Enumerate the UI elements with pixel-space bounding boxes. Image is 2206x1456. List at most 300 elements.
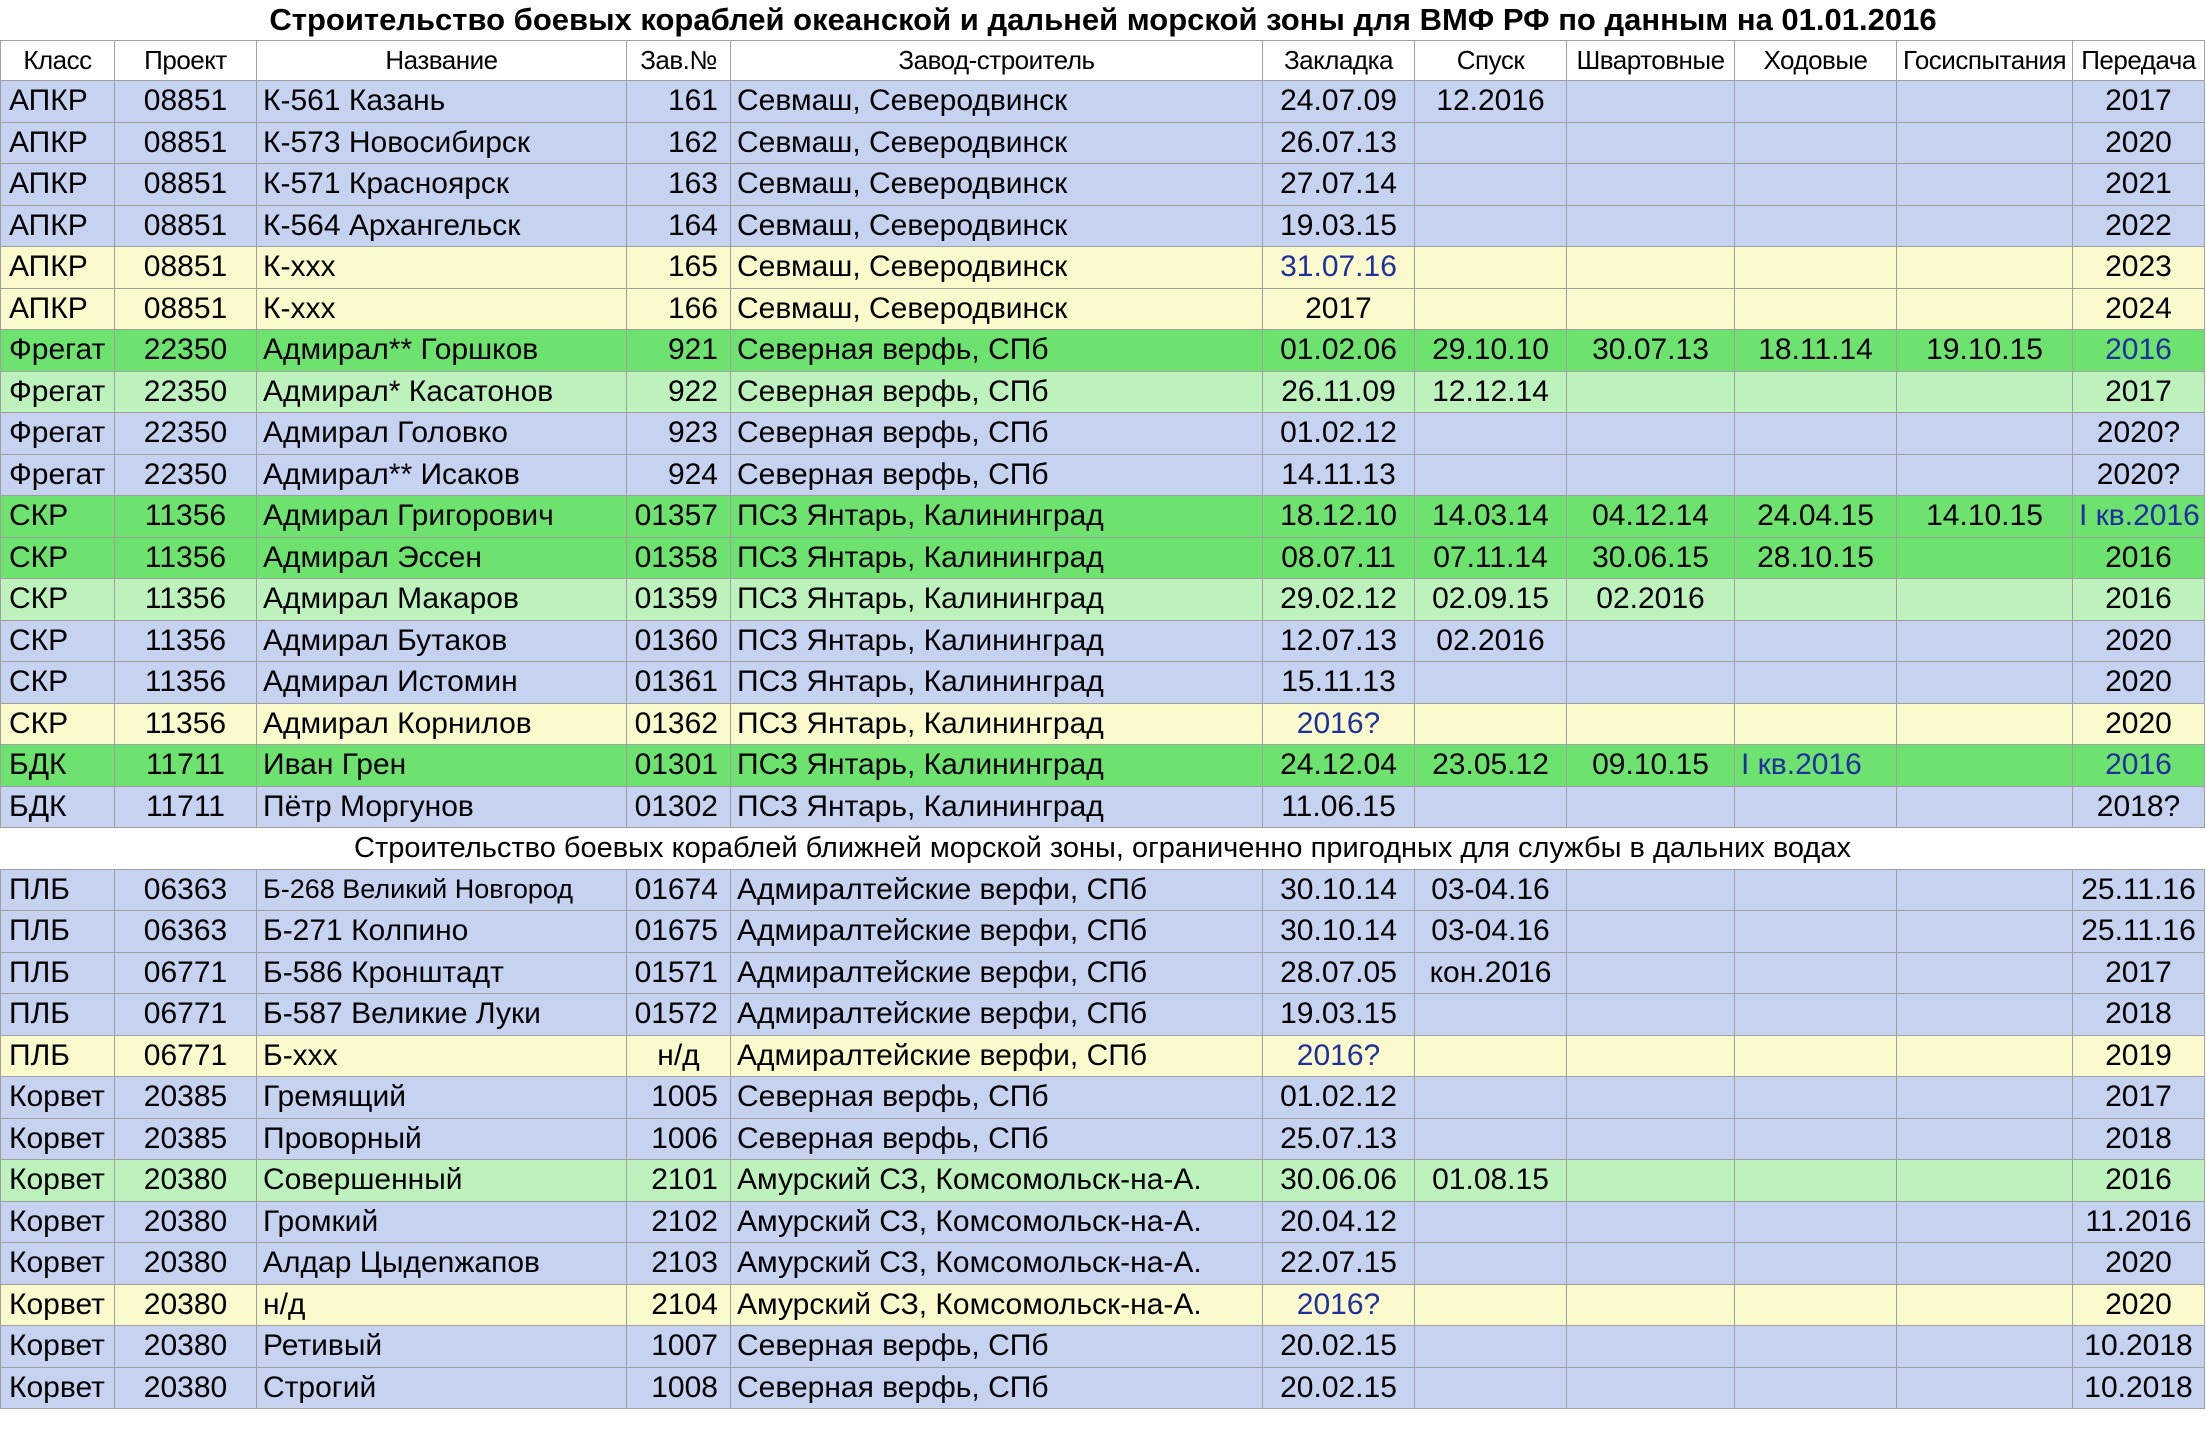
cell-launch: 07.11.14 — [1415, 537, 1567, 579]
header-launch: Спуск — [1415, 41, 1567, 81]
cell-laid-down: 2016? — [1263, 703, 1415, 745]
cell-shipyard: Севмаш, Северодвинск — [731, 164, 1263, 206]
cell-sea-trials — [1735, 247, 1897, 289]
cell-state-trials: 19.10.15 — [1897, 330, 2073, 372]
cell-delivery: 2018? — [2073, 786, 2205, 828]
cell-launch: 29.10.10 — [1415, 330, 1567, 372]
cell-shipyard: Севмаш, Северодвинск — [731, 288, 1263, 330]
cell-sea-trials — [1735, 869, 1897, 911]
table-row — [1, 1035, 2205, 1077]
cell-project: 20385 — [115, 1077, 257, 1119]
cell-delivery: 2016 — [2073, 330, 2205, 372]
cell-sea-trials — [1735, 786, 1897, 828]
cell-shipyard: Севмаш, Северодвинск — [731, 122, 1263, 164]
cell-laid-down: 08.07.11 — [1263, 537, 1415, 579]
cell-laid-down: 22.07.15 — [1263, 1243, 1415, 1285]
cell-name: К-561 Казань — [257, 81, 627, 123]
cell-launch — [1415, 786, 1567, 828]
table-row — [1, 1118, 2205, 1160]
table-row — [1, 205, 2205, 247]
cell-shipyard: Северная верфь, СПб — [731, 1326, 1263, 1368]
header-state-trials: Госиспытания — [1897, 41, 2073, 81]
cell-name: Иван Грен — [257, 745, 627, 787]
cell-name: Б-ххх — [257, 1035, 627, 1077]
cell-shipyard: Адмиралтейские верфи, СПб — [731, 952, 1263, 994]
cell-class: АПКР — [1, 205, 115, 247]
cell-mooring-trials — [1567, 1326, 1735, 1368]
cell-laid-down: 26.11.09 — [1263, 371, 1415, 413]
cell-sea-trials — [1735, 288, 1897, 330]
cell-yard-number: 01675 — [627, 911, 731, 953]
cell-mooring-trials — [1567, 1118, 1735, 1160]
cell-mooring-trials — [1567, 1243, 1735, 1285]
cell-name: К-ххх — [257, 288, 627, 330]
cell-delivery: 2017 — [2073, 81, 2205, 123]
cell-name: Адмирал** Исаков — [257, 454, 627, 496]
cell-sea-trials — [1735, 1284, 1897, 1326]
cell-laid-down: 24.07.09 — [1263, 81, 1415, 123]
cell-name: Совершенный — [257, 1160, 627, 1202]
cell-class: Корвет — [1, 1243, 115, 1285]
cell-name: Адмирал Бутаков — [257, 620, 627, 662]
table-row — [1, 1077, 2205, 1119]
cell-mooring-trials — [1567, 1284, 1735, 1326]
cell-class: СКР — [1, 579, 115, 621]
cell-yard-number: 164 — [627, 205, 731, 247]
cell-class: АПКР — [1, 288, 115, 330]
cell-sea-trials — [1735, 1077, 1897, 1119]
cell-name: н/д — [257, 1284, 627, 1326]
cell-delivery: 10.2018 — [2073, 1367, 2205, 1409]
cell-project: 22350 — [115, 454, 257, 496]
table-row — [1, 81, 2205, 123]
cell-mooring-trials — [1567, 994, 1735, 1036]
cell-laid-down: 24.12.04 — [1263, 745, 1415, 787]
cell-yard-number: н/д — [627, 1035, 731, 1077]
cell-shipyard: Адмиралтейские верфи, СПб — [731, 869, 1263, 911]
cell-project: 06771 — [115, 994, 257, 1036]
cell-sea-trials — [1735, 205, 1897, 247]
cell-state-trials — [1897, 122, 2073, 164]
cell-shipyard: ПСЗ Янтарь, Калининград — [731, 745, 1263, 787]
cell-launch — [1415, 164, 1567, 206]
cell-sea-trials: 28.10.15 — [1735, 537, 1897, 579]
cell-class: ПЛБ — [1, 1035, 115, 1077]
cell-delivery: 2023 — [2073, 247, 2205, 289]
cell-yard-number: 01362 — [627, 703, 731, 745]
cell-project: 11711 — [115, 745, 257, 787]
cell-sea-trials — [1735, 1201, 1897, 1243]
cell-laid-down: 30.10.14 — [1263, 869, 1415, 911]
cell-launch — [1415, 1201, 1567, 1243]
cell-yard-number: 01361 — [627, 662, 731, 704]
cell-class: ПЛБ — [1, 952, 115, 994]
cell-project: 11711 — [115, 786, 257, 828]
cell-sea-trials — [1735, 454, 1897, 496]
cell-delivery: 2016 — [2073, 1160, 2205, 1202]
cell-project: 20380 — [115, 1326, 257, 1368]
cell-name: Адмирал Макаров — [257, 579, 627, 621]
cell-launch — [1415, 247, 1567, 289]
cell-mooring-trials: 09.10.15 — [1567, 745, 1735, 787]
cell-yard-number: 1005 — [627, 1077, 731, 1119]
cell-class: АПКР — [1, 164, 115, 206]
cell-shipyard: Адмиралтейские верфи, СПб — [731, 994, 1263, 1036]
cell-sea-trials — [1735, 994, 1897, 1036]
cell-yard-number: 2103 — [627, 1243, 731, 1285]
cell-delivery: 2016 — [2073, 579, 2205, 621]
ocean-zone-rows — [1, 81, 2205, 828]
cell-mooring-trials — [1567, 1035, 1735, 1077]
table-row — [1, 247, 2205, 289]
cell-mooring-trials — [1567, 122, 1735, 164]
cell-delivery: 2020 — [2073, 703, 2205, 745]
cell-state-trials — [1897, 745, 2073, 787]
table-row — [1, 454, 2205, 496]
header-delivery: Передача — [2073, 41, 2205, 81]
table-row — [1, 1284, 2205, 1326]
table-row — [1, 952, 2205, 994]
cell-laid-down: 25.07.13 — [1263, 1118, 1415, 1160]
cell-project: 08851 — [115, 205, 257, 247]
cell-class: Фрегат — [1, 413, 115, 455]
cell-yard-number: 166 — [627, 288, 731, 330]
table-row — [1, 496, 2205, 538]
cell-laid-down: 30.10.14 — [1263, 911, 1415, 953]
cell-sea-trials — [1735, 1118, 1897, 1160]
header-shipyard: Завод-строитель — [731, 41, 1263, 81]
cell-mooring-trials — [1567, 371, 1735, 413]
cell-sea-trials — [1735, 1326, 1897, 1368]
cell-yard-number: 01572 — [627, 994, 731, 1036]
cell-class: АПКР — [1, 122, 115, 164]
cell-project: 11356 — [115, 579, 257, 621]
cell-yard-number: 921 — [627, 330, 731, 372]
cell-laid-down: 30.06.06 — [1263, 1160, 1415, 1202]
cell-class: Корвет — [1, 1160, 115, 1202]
cell-launch — [1415, 1077, 1567, 1119]
cell-state-trials: 14.10.15 — [1897, 496, 2073, 538]
cell-laid-down: 27.07.14 — [1263, 164, 1415, 206]
cell-shipyard: Северная верфь, СПб — [731, 454, 1263, 496]
table-row — [1, 371, 2205, 413]
cell-name: Громкий — [257, 1201, 627, 1243]
table-row — [1, 745, 2205, 787]
cell-name: Адмирал** Горшков — [257, 330, 627, 372]
cell-state-trials — [1897, 81, 2073, 123]
cell-project: 11356 — [115, 703, 257, 745]
cell-state-trials — [1897, 703, 2073, 745]
cell-launch: кон.2016 — [1415, 952, 1567, 994]
cell-class: Фрегат — [1, 454, 115, 496]
cell-shipyard: Амурский СЗ, Комсомольск-на-А. — [731, 1284, 1263, 1326]
cell-shipyard: Северная верфь, СПб — [731, 1367, 1263, 1409]
cell-yard-number: 1008 — [627, 1367, 731, 1409]
ships-table — [0, 40, 2205, 1409]
cell-state-trials — [1897, 1077, 2073, 1119]
cell-project: 08851 — [115, 288, 257, 330]
cell-state-trials — [1897, 994, 2073, 1036]
cell-yard-number: 01674 — [627, 869, 731, 911]
cell-delivery: 11.2016 — [2073, 1201, 2205, 1243]
section-title: Строительство боевых кораблей ближней морской зоны, ограниченно пригодных для службы в дальних водах — [1, 828, 2205, 870]
cell-delivery: 2017 — [2073, 952, 2205, 994]
cell-project: 20380 — [115, 1284, 257, 1326]
cell-delivery: 2016 — [2073, 745, 2205, 787]
cell-delivery: 2017 — [2073, 371, 2205, 413]
cell-delivery: 2020 — [2073, 122, 2205, 164]
cell-class: АПКР — [1, 247, 115, 289]
table-row — [1, 579, 2205, 621]
cell-delivery: 2021 — [2073, 164, 2205, 206]
cell-launch — [1415, 454, 1567, 496]
cell-sea-trials — [1735, 1367, 1897, 1409]
cell-delivery: 2020 — [2073, 662, 2205, 704]
cell-project: 20380 — [115, 1201, 257, 1243]
cell-mooring-trials — [1567, 1160, 1735, 1202]
cell-state-trials — [1897, 1367, 2073, 1409]
cell-launch — [1415, 413, 1567, 455]
cell-laid-down: 26.07.13 — [1263, 122, 1415, 164]
cell-shipyard: Северная верфь, СПб — [731, 413, 1263, 455]
cell-launch — [1415, 288, 1567, 330]
table-row — [1, 869, 2205, 911]
cell-launch — [1415, 1284, 1567, 1326]
cell-yard-number: 01571 — [627, 952, 731, 994]
table-row — [1, 413, 2205, 455]
cell-shipyard: ПСЗ Янтарь, Калининград — [731, 579, 1263, 621]
table-row — [1, 662, 2205, 704]
cell-state-trials — [1897, 911, 2073, 953]
cell-delivery: 2017 — [2073, 1077, 2205, 1119]
header-project: Проект — [115, 41, 257, 81]
cell-state-trials — [1897, 164, 2073, 206]
cell-yard-number: 163 — [627, 164, 731, 206]
cell-shipyard: ПСЗ Янтарь, Калининград — [731, 620, 1263, 662]
cell-project: 22350 — [115, 371, 257, 413]
cell-launch: 12.12.14 — [1415, 371, 1567, 413]
cell-shipyard: Севмаш, Северодвинск — [731, 205, 1263, 247]
cell-mooring-trials: 30.07.13 — [1567, 330, 1735, 372]
cell-name: Адмирал Эссен — [257, 537, 627, 579]
cell-laid-down: 19.03.15 — [1263, 205, 1415, 247]
cell-yard-number: 923 — [627, 413, 731, 455]
table-row — [1, 1160, 2205, 1202]
cell-state-trials — [1897, 247, 2073, 289]
cell-sea-trials — [1735, 911, 1897, 953]
cell-project: 11356 — [115, 496, 257, 538]
cell-launch — [1415, 703, 1567, 745]
cell-shipyard: Амурский СЗ, Комсомольск-на-А. — [731, 1201, 1263, 1243]
cell-sea-trials: 24.04.15 — [1735, 496, 1897, 538]
cell-laid-down: 01.02.12 — [1263, 413, 1415, 455]
cell-laid-down: 11.06.15 — [1263, 786, 1415, 828]
cell-project: 20380 — [115, 1160, 257, 1202]
cell-yard-number: 1006 — [627, 1118, 731, 1160]
table-row — [1, 620, 2205, 662]
table-row — [1, 122, 2205, 164]
cell-class: СКР — [1, 620, 115, 662]
cell-name: Пётр Моргунов — [257, 786, 627, 828]
cell-laid-down: 19.03.15 — [1263, 994, 1415, 1036]
table-row — [1, 330, 2205, 372]
cell-launch — [1415, 1367, 1567, 1409]
cell-class: Фрегат — [1, 371, 115, 413]
cell-sea-trials — [1735, 1160, 1897, 1202]
cell-laid-down: 2016? — [1263, 1035, 1415, 1077]
cell-name: Б-271 Колпино — [257, 911, 627, 953]
cell-project: 06363 — [115, 869, 257, 911]
cell-laid-down: 20.02.15 — [1263, 1326, 1415, 1368]
cell-sea-trials — [1735, 1035, 1897, 1077]
cell-launch: 12.2016 — [1415, 81, 1567, 123]
cell-name: Алдар Цыдenжапов — [257, 1243, 627, 1285]
cell-name: Б-268 Великий Новгород — [257, 869, 627, 911]
cell-class: АПКР — [1, 81, 115, 123]
cell-name: Адмирал Григорович — [257, 496, 627, 538]
cell-yard-number: 01358 — [627, 537, 731, 579]
cell-project: 11356 — [115, 537, 257, 579]
header-laid-down: Закладка — [1263, 41, 1415, 81]
cell-mooring-trials — [1567, 662, 1735, 704]
page-title: Строительство боевых кораблей океанской и дальней морской зоны для ВМФ РФ по данным на 01.01.2016 — [269, 2, 1937, 37]
header-class: Класс — [1, 41, 115, 81]
cell-shipyard: ПСЗ Янтарь, Калининград — [731, 703, 1263, 745]
table-row — [1, 911, 2205, 953]
cell-sea-trials — [1735, 164, 1897, 206]
cell-laid-down: 2016? — [1263, 1284, 1415, 1326]
cell-shipyard: ПСЗ Янтарь, Калининград — [731, 537, 1263, 579]
cell-shipyard: Северная верфь, СПб — [731, 1077, 1263, 1119]
cell-yard-number: 922 — [627, 371, 731, 413]
cell-shipyard: Северная верфь, СПб — [731, 371, 1263, 413]
cell-name: Ретивый — [257, 1326, 627, 1368]
cell-project: 20385 — [115, 1118, 257, 1160]
cell-state-trials — [1897, 205, 2073, 247]
cell-mooring-trials — [1567, 247, 1735, 289]
table-row — [1, 1243, 2205, 1285]
cell-sea-trials — [1735, 371, 1897, 413]
table-row — [1, 703, 2205, 745]
cell-class: Корвет — [1, 1077, 115, 1119]
table-row — [1, 786, 2205, 828]
cell-mooring-trials — [1567, 413, 1735, 455]
cell-sea-trials — [1735, 122, 1897, 164]
cell-laid-down: 20.04.12 — [1263, 1201, 1415, 1243]
cell-mooring-trials — [1567, 786, 1735, 828]
cell-name: К-571 Красноярск — [257, 164, 627, 206]
cell-laid-down: 31.07.16 — [1263, 247, 1415, 289]
cell-laid-down: 01.02.12 — [1263, 1077, 1415, 1119]
cell-state-trials — [1897, 1118, 2073, 1160]
cell-launch — [1415, 122, 1567, 164]
cell-sea-trials — [1735, 579, 1897, 621]
cell-delivery: 2020 — [2073, 620, 2205, 662]
table-row — [1, 288, 2205, 330]
cell-yard-number: 01360 — [627, 620, 731, 662]
cell-laid-down: 12.07.13 — [1263, 620, 1415, 662]
cell-state-trials — [1897, 1326, 2073, 1368]
cell-name: Гремящий — [257, 1077, 627, 1119]
cell-project: 08851 — [115, 122, 257, 164]
cell-state-trials — [1897, 952, 2073, 994]
cell-name: Строгий — [257, 1367, 627, 1409]
cell-state-trials — [1897, 579, 2073, 621]
cell-launch — [1415, 1326, 1567, 1368]
cell-yard-number: 01301 — [627, 745, 731, 787]
cell-delivery: 2019 — [2073, 1035, 2205, 1077]
header-name: Название — [257, 41, 627, 81]
cell-mooring-trials: 02.2016 — [1567, 579, 1735, 621]
cell-launch — [1415, 205, 1567, 247]
cell-sea-trials: I кв.2016 — [1735, 745, 1897, 787]
cell-name: К-573 Новосибирск — [257, 122, 627, 164]
cell-launch — [1415, 1243, 1567, 1285]
cell-class: Корвет — [1, 1367, 115, 1409]
cell-mooring-trials — [1567, 1077, 1735, 1119]
cell-shipyard: Северная верфь, СПб — [731, 330, 1263, 372]
cell-launch: 23.05.12 — [1415, 745, 1567, 787]
table-row — [1, 1201, 2205, 1243]
cell-class: СКР — [1, 537, 115, 579]
cell-launch: 03-04.16 — [1415, 869, 1567, 911]
cell-launch: 14.03.14 — [1415, 496, 1567, 538]
cell-delivery: 2020? — [2073, 413, 2205, 455]
cell-state-trials — [1897, 454, 2073, 496]
cell-name: Б-587 Великие Луки — [257, 994, 627, 1036]
cell-mooring-trials: 30.06.15 — [1567, 537, 1735, 579]
near-zone-rows — [1, 869, 2205, 1409]
cell-sea-trials — [1735, 81, 1897, 123]
cell-launch: 03-04.16 — [1415, 911, 1567, 953]
cell-state-trials — [1897, 288, 2073, 330]
cell-sea-trials: 18.11.14 — [1735, 330, 1897, 372]
cell-delivery: 2020 — [2073, 1284, 2205, 1326]
cell-launch: 02.09.15 — [1415, 579, 1567, 621]
cell-delivery: 25.11.16 — [2073, 911, 2205, 953]
header-row — [1, 41, 2205, 81]
cell-yard-number: 1007 — [627, 1326, 731, 1368]
cell-launch: 02.2016 — [1415, 620, 1567, 662]
cell-class: СКР — [1, 662, 115, 704]
cell-laid-down: 14.11.13 — [1263, 454, 1415, 496]
cell-state-trials — [1897, 413, 2073, 455]
cell-shipyard: ПСЗ Янтарь, Калининград — [731, 786, 1263, 828]
cell-yard-number: 2101 — [627, 1160, 731, 1202]
cell-project: 22350 — [115, 413, 257, 455]
cell-yard-number: 162 — [627, 122, 731, 164]
cell-class: СКР — [1, 703, 115, 745]
section-divider — [1, 828, 2205, 870]
cell-project: 20380 — [115, 1367, 257, 1409]
cell-delivery: 2016 — [2073, 537, 2205, 579]
cell-sea-trials — [1735, 620, 1897, 662]
cell-class: Корвет — [1, 1326, 115, 1368]
cell-class: Корвет — [1, 1284, 115, 1326]
cell-project: 22350 — [115, 330, 257, 372]
cell-class: ПЛБ — [1, 994, 115, 1036]
cell-class: Фрегат — [1, 330, 115, 372]
cell-sea-trials — [1735, 413, 1897, 455]
cell-yard-number: 924 — [627, 454, 731, 496]
cell-name: Адмирал Корнилов — [257, 703, 627, 745]
cell-delivery: 10.2018 — [2073, 1326, 2205, 1368]
cell-launch — [1415, 1035, 1567, 1077]
cell-project: 06363 — [115, 911, 257, 953]
cell-project: 06771 — [115, 1035, 257, 1077]
cell-shipyard: Адмиралтейские верфи, СПб — [731, 911, 1263, 953]
cell-laid-down: 15.11.13 — [1263, 662, 1415, 704]
